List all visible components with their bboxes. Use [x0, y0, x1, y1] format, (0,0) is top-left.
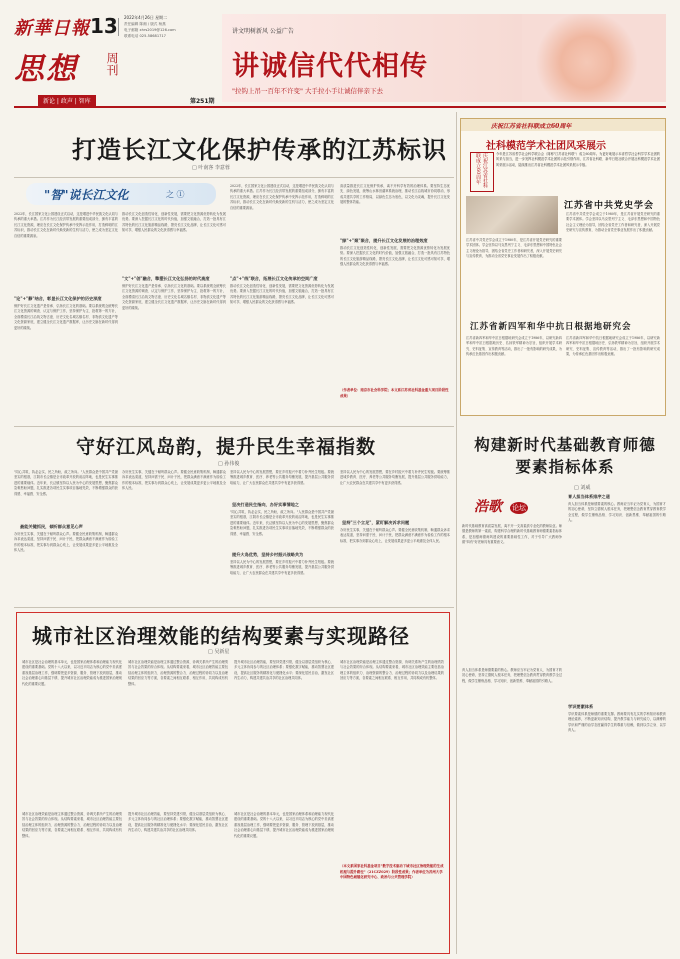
editor-phone: 联系电话 025-58681717	[124, 34, 166, 38]
article1-col3-text-2: 推动长江文化创造性转化、创新性发展，需要把文化资源优势转化为发展优势。要深入挖掘长江文化的时代价值，加强文旅融合，打造一批具有江苏特色的长江文化旅游精品线路，擦亮长江文化品牌，让长江文化可感可知可享，增强人民群众的文化获得感与幸福感。	[230, 284, 334, 305]
column-logo-text: "智"说长江文化	[44, 188, 129, 202]
article2-col1-text-2: 办好民生实事，关键在于倾听群众心声。要健全民意收集机制，畅通群众诉求表达渠道，坚持问需于民、问计于民，把群众满意不满意作为检验工作的根本标准，把实事办到群众心坎上，让发展成果更多更公平地惠及全体人民。	[14, 532, 118, 553]
showcase-seal-icon	[470, 152, 494, 192]
article4-col4-text: 城市社区治理效能是治理主体通过整合资源、协调关系所产生的治理绩效与社会效果的综合体现。从结构要素来看，城市社区治理效能主要包括治理主体的组织力、治理资源的整合力、治理过程的协同力以及治理结果的回应力等方面，各要素之间相互联系、相互作用，共同构成有机整体。	[340, 660, 444, 681]
org1-col2-text: 江苏省中共党史学会成立于1980年，是江苏省开展党史研究的重要学术团体。学会坚持以马克思列宁主义、毛泽东思想和中国特色社会主义理论为指导，团结全省党史工作者和研究者，深入开展党史研究与宣传教育，为推动全省党史事业发展作出了积极贡献。	[566, 212, 660, 233]
article2-col3-text-2: "同心共筑，执必会实，民之所盼，政之所向。"人民群众是中国共产党最坚实的根基，江阴市长泾镇是全市改革开放的前沿阵地，也是民生实事推进的重要载体。近年来，长泾镇坚持以人民为中心的发展思想，聚焦群众急难愁盼问题，扎实推进各项民生实事项目落地见效，不断增强群众的获得感、幸福感、安全感。	[230, 510, 334, 536]
article2-title: 守好江风岛韵，提升民生幸福指数	[76, 436, 377, 458]
article1-col1-text-2: 保护好长江文化遗产是传承、弘扬长江文化的基础。要以系统观念统筹长江文化资源的调查、认定与保护工作，坚持保护为主、抢救第一的方针，全面摸清长江沿线文物古迹、历史文化名城名镇名村、非物质文化遗产等文化资源家底，建立健全长江文化遗产数据库，让历史文脉在新时代得到更好的赓续。	[14, 304, 118, 330]
article4-col2-text-2: 提升城市社区治理效能，要坚持党建引领，健全以基层党组织为核心、多元主体协同参与的社区治理体系；要强化数字赋能，推动智慧社区建设，提高社区服务的精准化与便捷化水平；要深化居民自治，激发社区内生动力，构建共建共治共享的社区治理共同体。	[128, 812, 228, 833]
org2-title: 江苏省新四军和华中抗日根据地研究会	[470, 322, 632, 332]
article1-col4-text-2: 推动长江文化创造性转化、创新性发展，需要把文化资源优势转化为发展优势。要深入挖掘长江文化的时代价值，加强文旅融合，打造一批具有江苏特色的长江文化旅游精品线路，擦亮长江文化品牌，让长江文化可感可知可享，增强人民群众的文化获得感与幸福感。	[340, 246, 450, 267]
org2-col1-text: 江苏省新四军和华中抗日根据地研究会成立于1986年，以研究新四军和华中抗日根据地历史、弘扬铁军精神为宗旨，组织开展学术研究、史料征集、宣传教育等活动，推出了一批有影响的研究成果，为传承红色基因作出积极贡献。	[466, 336, 562, 357]
article4-note: （本文系国家社科基金项目"数字技术驱动下城市社区治理效能的生成机理与提升路径"（21CZZ029）阶段性成果；作者单位为苏州大学中国特色城镇化研究中心、政治与公共管理学院）	[340, 864, 444, 880]
article3-title: 构建新时代基础教育师德要素指标体系	[474, 435, 656, 476]
page-number: 13	[90, 14, 118, 38]
article4-col1-text-2: 城市社区治理效能是治理主体通过整合资源、协调关系所产生的治理绩效与社会效果的综合体现。从结构要素来看，城市社区治理效能主要包括治理主体的组织力、治理资源的整合力、治理过程的协同力以及治理结果的回应力等方面，各要素之间相互联系、相互作用，共同构成有机整体。	[22, 812, 122, 838]
editor-email: 电子邮箱 xhrs2019@126.com	[124, 28, 176, 32]
article2-byline: □ 孙伟俊	[218, 461, 240, 467]
article4-title: 城市社区治理效能的结构要素与实现路径	[32, 624, 410, 648]
article1-col2-text-2: 保护好长江文化遗产是传承、弘扬长江文化的基础。要以系统观念统筹长江文化资源的调查、认定与保护工作，坚持保护为主、抢救第一的方针，全面摸清长江沿线文物古迹、历史文化名城名镇名村、非物质文化遗产等文化资源家底，建立健全长江文化遗产数据库，让历史文脉在新时代得到更好的赓续。	[122, 284, 226, 310]
org2-col2-text: 江苏省新四军和华中抗日根据地研究会成立于1986年，以研究新四军和华中抗日根据地历史、弘扬铁军精神为宗旨，组织开展学术研究、史料征集、宣传教育等活动，推出了一批有影响的研究成果，为传承红色基因作出积极贡献。	[566, 336, 660, 357]
org1-photo	[466, 196, 558, 234]
newspaper-logo: 新華日報	[14, 18, 90, 39]
article1-col1-text: 2022年，长江国家文化公园建设正式启动，这是增进中华民族文化认同与传承的重大举措。江苏作为长江经济带发展的重要组成部分，拥有丰富的长江文化资源，理应在长江文化保护传承中发挥示范作用，打造鲜明的江苏标识，推动长江文化在新时代焕发新的生机与活力，使之成为坚定文化自信的重要源泉。	[14, 212, 118, 238]
article1-subhead-2: "文"+"创"融合，擎塑长江文化弘扬的时代高度	[122, 276, 210, 281]
article3-col1-text-2: 育人担当体系是师德要素的核心。教师应当牢记为党育人、为国育才的初心使命，坚持立德树人根本任务，把理想信念教育贯穿教育教学全过程，做学生锤炼品格、学习知识、创新思维、奉献祖国的引路人。	[462, 668, 562, 683]
section-title: 思想	[14, 52, 78, 87]
article3-col2-text: 育人担当体系是师德要素的核心。教师应当牢记为党育人、为国育才的初心使命，坚持立德树人根本任务，把理想信念教育贯穿教育教学全过程，做学生锤炼品格、学习知识、创新思维、奉献祖国的引路人。	[568, 502, 666, 523]
article3-col2-text-2: 学识要素体系是师德的重要支撑。教师要具有扎实的学科知识和教育理论素养，不断更新知识结构，提升教学能力与研究能力，以渊博的学识和严谨的治学态度赢得学生的尊重与信赖，做到以学立身、以学育人。	[568, 712, 666, 733]
public-ad-banner	[222, 14, 666, 102]
article2-col3-text-3: 坚持以人民为中心的发展思想，要在乡村振兴中着力补齐民生短板。要统筹推进城乡教育、医疗、养老等公共服务均衡发展，提升基层公共服务供给能力，让广大农民群众在共建共享中有更多获得感。	[230, 560, 334, 575]
article4-col1-text: 城市社区是社会治理的基本单元，也是国家治理体系和治理能力现代化建设的重要基础。党的十八大以来，以习近平同志为核心的党中央高度重视基层治理工作，强调要把更多资源、服务、管理下放到基层，推动社会治理重心向基层下移，提升城市社区治理效能成为推进国家治理现代化的重要议题。	[22, 660, 122, 686]
showcase-header: 庆祝江苏省社科联成立60周年	[491, 123, 572, 130]
article1-byline: □ 叶南客 李意蓉	[192, 165, 230, 171]
showcase-seal-text: 庆祝江苏省社科联成立60周年	[475, 153, 488, 188]
editor-info: 责任编辑 陈湘 / 版式 杨燕	[124, 22, 166, 26]
section-sub: 周刊	[105, 52, 119, 76]
column-logo-zhishuo	[26, 183, 216, 205]
article1-title: 打造长江文化保护传承的江苏标识	[72, 135, 447, 164]
article2-col4-text-2: 办好民生实事，关键在于倾听群众心声。要健全民意收集机制，畅通群众诉求表达渠道，坚持问需于民、问计于民，把群众满意不满意作为检验工作的根本标准，把实事办到群众心坎上，让发展成果更多更公平地惠及全体人民。	[340, 528, 450, 543]
article4-col2-text: 城市社区治理效能是治理主体通过整合资源、协调关系所产生的治理绩效与社会效果的综合体现。从结构要素来看，城市社区治理效能主要包括治理主体的组织力、治理资源的整合力、治理过程的协同力以及治理结果的回应力等方面，各要素之间相互联系、相互作用，共同构成有机整体。	[128, 660, 228, 686]
article2-col4-text: 坚持以人民为中心的发展思想，要在乡村振兴中着力补齐民生短板。要统筹推进城乡教育、医疗、养老等公共服务均衡发展，提升基层公共服务供给能力，让广大农民群众在共建共享中有更多获得感。	[340, 470, 450, 485]
article1-subhead-4: "点"+"线"联合，拓展长江文化传承的空间广度	[230, 276, 318, 281]
showcase-intro: 今年是江苏省哲学社会科学联合会（简称"江苏省社科联"）成立60周年。为更好地展示本省哲学社会科学学术社团的风采与担当，进一步发挥社科模范学术社团的示范引领作用，江苏省社科联、新华日报社联合开展社科模范学术社团风采展示活动，陆续推出江苏省社科模范学术社团风采展示专版。	[496, 152, 660, 167]
article1-col3-text: 2022年，长江国家文化公园建设正式启动，这是增进中华民族文化认同与传承的重大举措。江苏作为长江经济带发展的重要组成部分，拥有丰富的长江文化资源，理应在长江文化保护传承中发挥示范作用，打造鲜明的江苏标识，推动长江文化在新时代焕发新的生机与活力，使之成为坚定文化自信的重要源泉。	[230, 184, 334, 210]
article2-subhead-3: 提升大岛优势，坚持乡村振兴战略共为	[232, 552, 304, 557]
issue-date: 2022年4月26日 星期二	[124, 15, 168, 20]
column-logo-haoge-text: 浩歌	[474, 499, 502, 515]
article2-subhead-4: 坚持"三个立足"，紧盯解决诉求问题	[342, 520, 410, 525]
article2-col2-text: 办好民生实事，关键在于倾听群众心声。要健全民意收集机制，畅通群众诉求表达渠道，坚持问需于民、问计于民，把群众满意不满意作为检验工作的根本标准，把实事办到群众心坎上，让发展成果更多更公平地惠及全体人民。	[122, 470, 226, 491]
ad-label: 讲文明树新风 公益广告	[232, 28, 294, 35]
article3-subhead-2: 学识要素体系	[568, 704, 594, 709]
pinky-promise-image	[522, 14, 666, 102]
article3-byline: □ 刘威	[574, 485, 591, 491]
article1-subhead-3: "绿"+"聚"聚合，提升长江文化发展的治理效度	[340, 238, 428, 243]
ad-title: 讲诚信代代相传	[232, 51, 428, 82]
article4-col3-text: 提升城市社区治理效能，要坚持党建引领，健全以基层党组织为核心、多元主体协同参与的社区治理体系；要强化数字赋能，推动智慧社区建设，提高社区服务的精准化与便捷化水平；要深化居民自治，激发社区内生动力，构建共建共治共享的社区治理共同体。	[234, 660, 334, 681]
column-logo-haoge-sub: 论坛	[512, 504, 526, 512]
article1-col2-text: 推动长江文化创造性转化、创新性发展，需要把文化资源优势转化为发展优势。要深入挖掘长江文化的时代价值，加强文旅融合，打造一批具有江苏特色的长江文化旅游精品线路，擦亮长江文化品牌，让长江文化可感可知可享，增强人民群众的文化获得感与幸福感。	[122, 212, 226, 233]
column-logo-haoge	[468, 494, 548, 520]
ad-slogan: "拉钩上吊一百年不许变" 大手拉小手让诚信伴亲下去	[232, 87, 384, 95]
article4-col3-text-2: 城市社区是社会治理的基本单元，也是国家治理体系和治理能力现代化建设的重要基础。党的十八大以来，以习近平同志为核心的党中央高度重视基层治理工作，强调要把更多资源、服务、管理下放到基层，推动社会治理重心向基层下移，提升城市社区治理效能成为推进国家治理现代化的重要议题。	[234, 812, 334, 838]
article3-subhead-1: 育人担当体系排序之道	[568, 494, 610, 499]
article2-col1-text: "同心共筑，执必会实，民之所盼，政之所向。"人民群众是中国共产党最坚实的根基，江阴市长泾镇是全市改革开放的前沿阵地，也是民生实事推进的重要载体。近年来，长泾镇坚持以人民为中心的发展思想，聚焦群众急难愁盼问题，扎实推进各项民生实事项目落地见效，不断增强群众的获得感、幸福感、安全感。	[14, 470, 118, 496]
article2-subhead-1: 最能关键抓民，倾听群众意见心声	[20, 524, 83, 529]
issue-number: 第251期	[190, 98, 215, 105]
org1-title: 江苏省中共党史学会	[564, 201, 655, 211]
article1-author-note: （作者单位：南京市社会科学院；本文系江苏省社科基金重大项目阶段性成果）	[340, 388, 449, 398]
article3-col1-text: 新时代基础教育高质量发展，离不开一支高素质专业化的教师队伍。师德是教师的第一素质，构建科学合理的新时代基础教育师德要素指标体系，是加强师德师风建设的重要基础性工作，对于引导广大教师争做"四有"好老师具有重要意义。	[462, 524, 562, 545]
article2-subhead-2: 坚决打造民生指向，办好实事情地之	[232, 502, 300, 507]
section-tags: 新论 | 政声 | 智库	[38, 95, 96, 106]
article2-col3-text: 坚持以人民为中心的发展思想，要在乡村振兴中着力补齐民生短板。要统筹推进城乡教育、医疗、养老等公共服务均衡发展，提升基层公共服务供给能力，让广大农民群众在共建共享中有更多获得感。	[230, 470, 334, 485]
article4-byline: □ 吴新星	[208, 649, 230, 655]
showcase-title: 社科模范学术社团风采展示	[486, 141, 606, 152]
showcase-header-bar	[461, 119, 665, 131]
org1-col1-text: 江苏省中共党史学会成立于1980年，是江苏省开展党史研究的重要学术团体。学会坚持以马克思列宁主义、毛泽东思想和中国特色社会主义理论为指导，团结全省党史工作者和研究者，深入开展党史研究与宣传教育，为推动全省党史事业发展作出了积极贡献。	[466, 238, 562, 259]
column-logo-num: 之 ①	[166, 190, 185, 199]
article1-col4-text: 高质量推进长江文化保护传承，离不开科学有效的治理体系。要坚持生态优先、绿色发展，统筹山水林田湖草系统治理，推动长江沿线城市协同联动，形成共建共享的工作格局，以绿色生态为底色，以文化为灵魂，提升长江文化发展的整体效能。	[340, 184, 450, 205]
article1-subhead-1: "论"+"静"结合，彰显长江文化保护的历史深度	[14, 296, 102, 301]
